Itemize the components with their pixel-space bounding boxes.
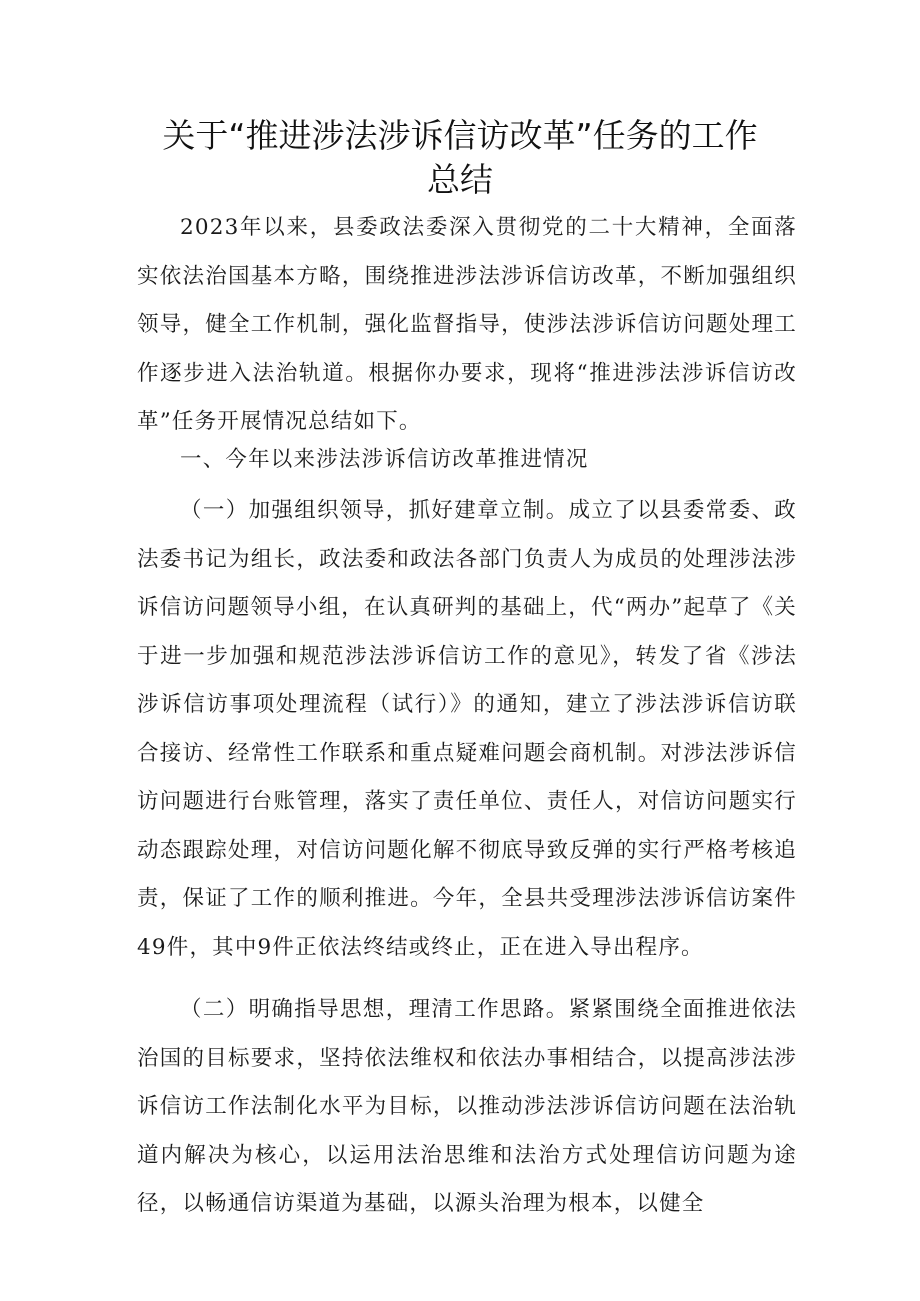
document-title-line-1: 关于“推进涉法涉诉信访改革”任务的工作	[162, 116, 758, 155]
document-title-line-2: 总结	[427, 160, 493, 199]
intro-paragraph: 2023年以来，县委政法委深入贯彻党的二十大精神，全面落实依法治国基本方略，围绕推进涉法涉诉信访改革，不断加强组织领导，健全工作机制，强化监督指导，使涉法涉诉信访问题处理工作逐步进入法治轨道。根据你办要求，现将“推进涉法涉诉信访改革”任务开展情况总结如下。	[137, 215, 797, 434]
item-1-paragraph: （一）加强组织领导，抓好建章立制。成立了以县委常委、政法委书记为组长，政法委和政法各部门负责人为成员的处理涉法涉诉信访问题领导小组，在认真研判的基础上，代“两办”起草了《关于进一步加强和规范涉法涉诉信访工作的意见》，转发了省《涉法涉诉信访事项处理流程（试行）》的通知，建立了涉法涉诉信访联合接访、经常性工作联系和重点疑难问题会商机制。对涉法涉诉信访问题进行台账管理，落实了责任单位、责任人，对信访问题实行动态跟踪处理，对信访问题化解不彻底导致反弹的实行严格考核追责，保证了工作的顺利推进。今年，全县共受理涉法涉诉信访案件49件，其中9件正依法终结或终止，正在进入导出程序。	[137, 498, 797, 960]
item-2-paragraph: （二）明确指导思想，理清工作思路。紧紧围绕全面推进依法治国的目标要求，坚持依法维权和依法办事相结合，以提高涉法涉诉信访工作法制化水平为目标，以推动涉法涉诉信访问题在法治轨道内解决为核心，以运用法治思维和法治方式处理信访问题为途径，以畅通信访渠道为基础，以源头治理为根本，以健全	[137, 997, 797, 1216]
section-1-heading: 一、今年以来涉法涉诉信访改革推进情况	[180, 447, 589, 472]
